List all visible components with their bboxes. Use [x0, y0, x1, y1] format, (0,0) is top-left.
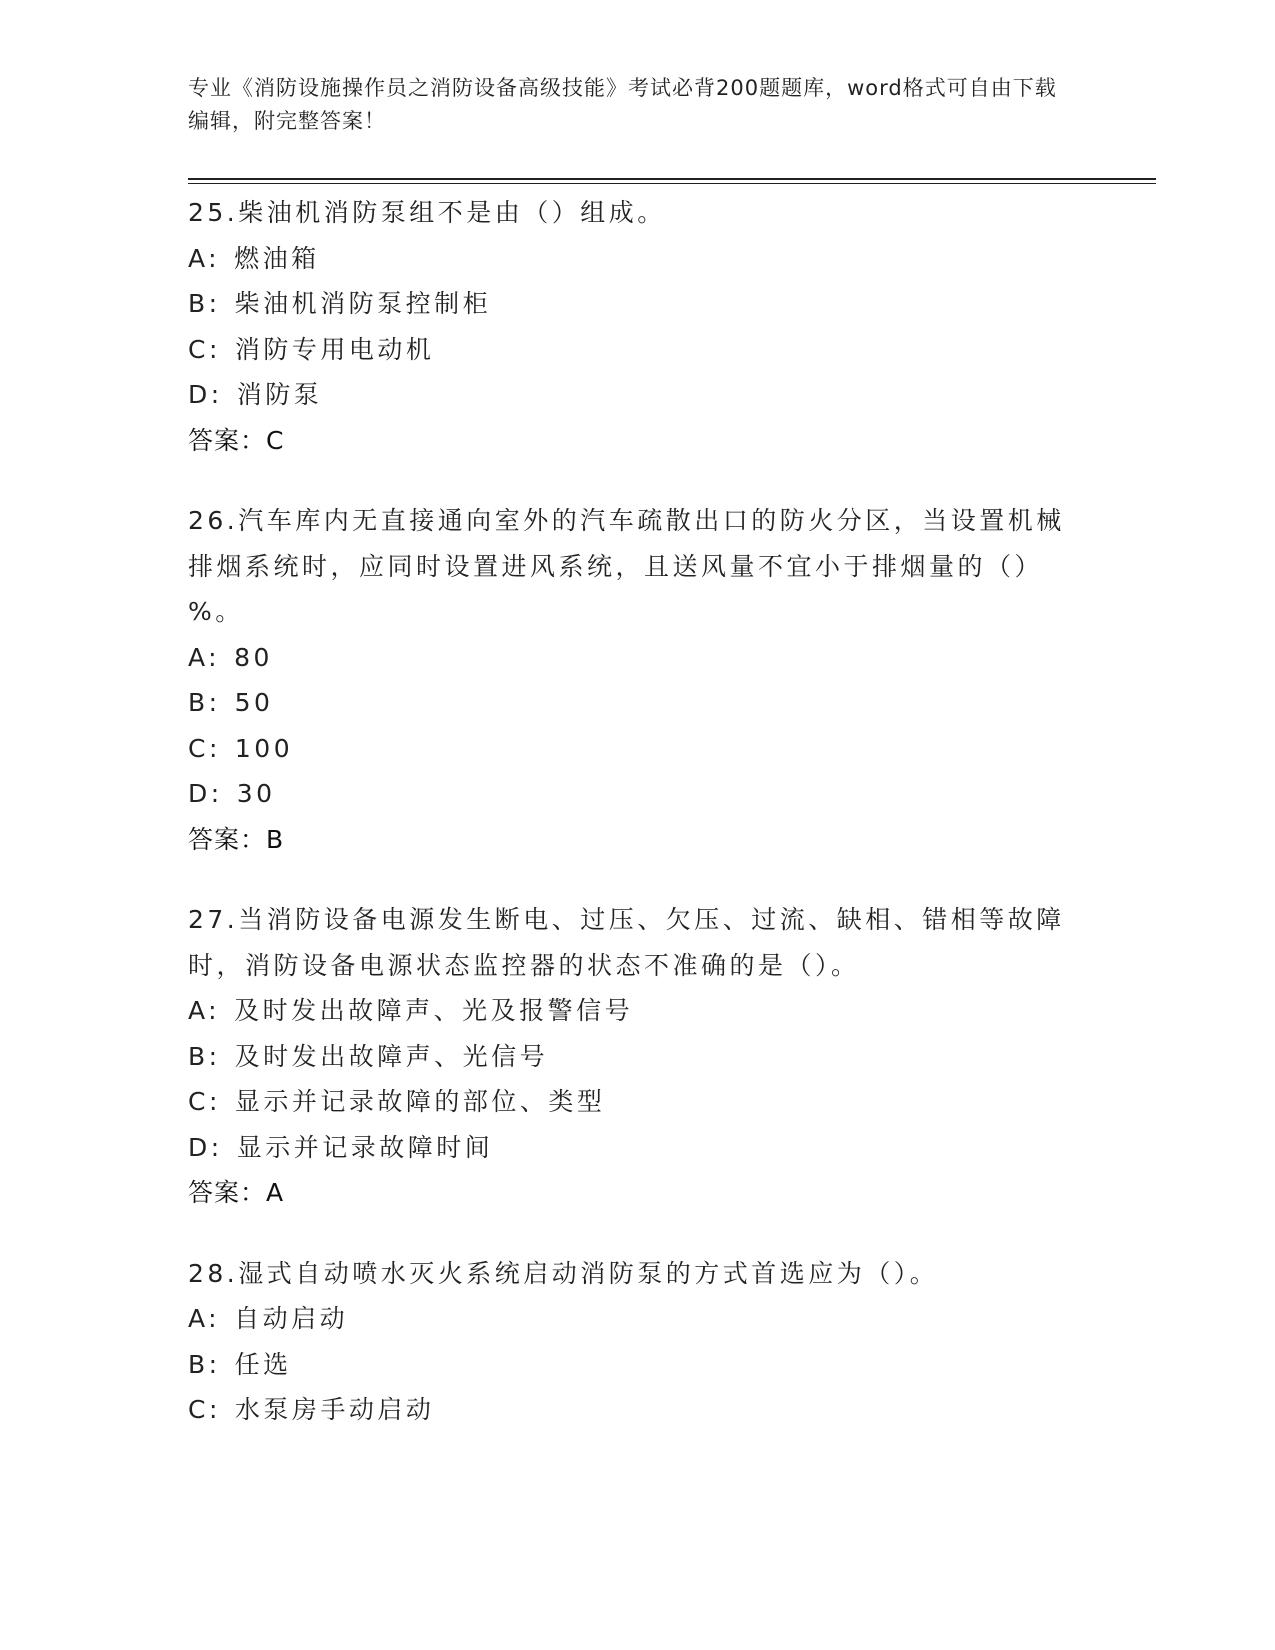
option-text: 柴油机消防泵控制柜	[234, 289, 492, 318]
header-divider-thin	[188, 183, 1156, 184]
option-text: 80	[234, 642, 273, 672]
option-b	[188, 281, 1088, 327]
option-letter: C:	[188, 334, 221, 364]
option-a	[188, 1296, 1088, 1342]
option-c	[188, 327, 1088, 373]
option-b	[188, 1034, 1088, 1080]
option-text: 消防泵	[236, 380, 323, 409]
option-letter: A:	[188, 243, 221, 273]
option-letter: C:	[188, 1395, 221, 1424]
option-letter: B:	[188, 1349, 221, 1379]
header-divider-thick	[188, 178, 1156, 180]
option-text: 消防专用电动机	[234, 334, 435, 364]
question-number: 25.	[188, 198, 239, 227]
question-text: 柴油机消防泵组不是由（）组成。	[238, 198, 666, 227]
answer-label: 答案：	[188, 1178, 267, 1207]
option-d	[188, 372, 1088, 418]
option-d	[188, 1125, 1088, 1171]
answer-label: 答案：	[188, 425, 267, 455]
option-text: 30	[236, 779, 276, 808]
option-letter: D:	[188, 779, 223, 808]
option-b	[188, 680, 1088, 726]
option-a	[188, 236, 1088, 282]
answer-label: 答案：	[188, 824, 267, 854]
option-letter: A:	[188, 1304, 221, 1333]
answer-value: C	[266, 425, 285, 455]
option-letter: B:	[188, 1041, 221, 1071]
answer-line	[188, 1170, 1088, 1216]
question-text: 汽车库内无直接通向室外的汽车疏散出口的防火分区，当设置机械排烟系统时，应同时设置进风系统，且送风量不宜小于排烟量的（）%。	[188, 506, 1065, 626]
question-number: 27.	[188, 905, 239, 934]
option-text: 及时发出故障声、光信号	[234, 1041, 549, 1071]
option-letter: B:	[188, 688, 221, 717]
question-list	[188, 190, 1088, 1468]
question-stem	[188, 190, 1068, 236]
option-c	[188, 1079, 1088, 1125]
option-text: 显示并记录故障的部位、类型	[234, 1087, 606, 1116]
option-a	[188, 988, 1088, 1034]
option-c	[188, 726, 1088, 772]
question-text: 湿式自动喷水灭火系统启动消防泵的方式首选应为（）。	[238, 1258, 939, 1288]
question-27	[188, 897, 1088, 1216]
option-letter: A:	[188, 642, 221, 672]
option-letter: D:	[188, 1132, 223, 1162]
option-a	[188, 635, 1088, 681]
question-stem	[188, 1251, 1068, 1297]
option-letter: B:	[188, 289, 221, 318]
question-stem	[188, 498, 1068, 635]
option-letter: C:	[188, 1087, 221, 1116]
question-number: 28.	[188, 1258, 239, 1288]
answer-line	[188, 817, 1088, 863]
answer-value: B	[266, 824, 285, 854]
header-title: 专业《消防设施操作员之消防设备高级技能》考试必背200题题库，word格式可自由下载编辑，附完整答案！	[188, 76, 1057, 133]
option-letter: D:	[188, 380, 223, 409]
option-letter: C:	[188, 733, 221, 763]
option-c	[188, 1387, 1088, 1433]
option-text: 50	[234, 688, 274, 717]
answer-line	[188, 418, 1088, 464]
question-stem	[188, 897, 1068, 988]
question-26	[188, 498, 1088, 862]
option-text: 100	[234, 733, 294, 763]
option-text: 燃油箱	[234, 243, 320, 273]
document-header	[188, 72, 1068, 138]
answer-value: A	[266, 1178, 285, 1207]
question-text: 当消防设备电源发生断电、过压、欠压、过流、缺相、错相等故障时，消防设备电源状态监控器的状态不准确的是（）。	[188, 905, 1065, 980]
option-letter: A:	[188, 996, 221, 1025]
question-number: 26.	[188, 506, 239, 535]
question-28	[188, 1251, 1088, 1433]
option-text: 显示并记录故障时间	[236, 1132, 494, 1162]
option-text: 自动启动	[234, 1304, 349, 1333]
option-text: 水泵房手动启动	[234, 1395, 435, 1424]
option-text: 及时发出故障声、光及报警信号	[234, 996, 634, 1025]
question-25	[188, 190, 1088, 463]
option-text: 任选	[234, 1349, 292, 1379]
option-b	[188, 1342, 1088, 1388]
option-d	[188, 771, 1088, 817]
